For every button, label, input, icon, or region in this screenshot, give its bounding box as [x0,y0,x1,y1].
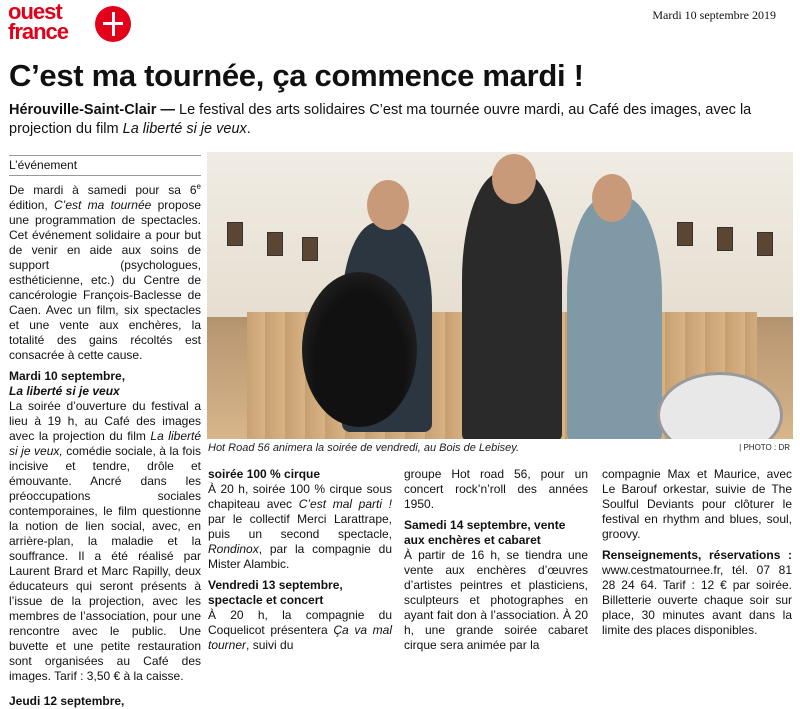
lede-film: La liberté si je veux [122,121,247,137]
ouest-france-logo[interactable] [8,2,134,46]
musician-right [567,197,662,439]
samedi-paragraph: À partir de 16 h, se tiendra une vente aux enchères d’œuvres d’artistes peintres et plasticiens, sculpteurs et photographes en ayant fait don à l’association. À 20 h, une grande soirée cabaret cirque sera animée par la [404,548,588,652]
mardi-film: La liberté si je veux, [9,429,201,458]
musician-head [367,180,409,230]
logo-text [8,2,68,42]
cirque-text-2: par le collectif Merci Larattrape, puis un second spectacle, [208,512,392,541]
jeudi-heading: Jeudi 12 septembre, [9,694,125,708]
logo-cross-icon [95,6,131,42]
wall-poster [717,227,733,251]
wall-poster [757,232,773,256]
column-2 [208,467,392,653]
mardi-text-1: La soirée d’ouverture du festival a lieu à 19 h, au Café des images avec la projection du film [9,399,201,443]
concert-paragraph: groupe Hot road 56, pour un concert rock’n’roll des années 1950. [404,467,588,511]
lede-place: Hérouville-Saint-Clair — [9,102,175,118]
wall-poster [267,232,283,256]
logo-line-ouest: ouest [8,0,62,24]
cirque-text-3: , par la compagnie du Mister Alambic. [208,542,392,571]
wall-poster [677,222,693,246]
info-heading: Renseignements, réservations : [602,548,792,562]
column-4 [602,467,792,638]
logo-line-france: france [8,19,69,44]
lede-end: . [246,121,251,137]
vendredi-paragraph [208,608,392,653]
musician-center [462,172,562,439]
intro-text-1: De mardi à samedi pour sa 6 [9,183,197,197]
samedi-heading: Samedi 14 septembre, vente aux enchères et cabaret [404,518,566,547]
vendredi-text-2: , suivi du [246,638,294,652]
musician-head [592,174,632,222]
intro-text-2: édition, [9,198,54,212]
cirque-show-1: C’est mal parti ! [298,497,393,511]
cirque-text-1: À 20 h, soirée 100 % cirque sous chapiteau avec [208,482,392,511]
article-title: C’est ma tournée, ça commence mardi ! [9,58,584,93]
lede-text: Le festival des arts solidaires C’est ma tournée ouvre mardi, au Café des images, avec la projection du film [9,102,752,137]
column-3 [404,467,588,653]
intro-paragraph [9,179,201,363]
photo-caption: Hot Road 56 animera la soirée de vendredi, au Bois de Lebisey. [208,442,520,454]
mardi-text-2: comédie sociale, à la fois incisive et tendre, drôle et émouvante. Ancré dans les préoccupations sociales contemporaines, le film questionne la notion de lien social, avec, en arrière-plan, la maladie et la souffrance. Il a été réalisé par Laurent Brard et Marc Rapilly, deux éducateurs qui seront présents à l’issue de la projection, avec les membres de l’association, pour une rencontre avec le public. Une buvette et une petite restauration sont organisées au Café des images. Tarif : 3,50 € à la caisse. [9,444,202,683]
section-kicker: L’événement [9,155,201,176]
finale-paragraph: compagnie Max et Maurice, avec Le Barouf orkestar, suivie de The Soulful Deviants pour clôturer le festival en rhythm and blues, soul, groovy. [602,467,792,541]
band-photo [207,152,793,439]
vendredi-heading: Vendredi 13 septembre, spectacle et concert [208,578,343,607]
publication-date: Mardi 10 septembre 2019 [652,8,776,22]
wall-poster [302,237,318,261]
photo-credit: | PHOTO : DR [739,443,790,452]
mardi-heading: Mardi 10 septembre, [9,369,126,383]
intro-text-3: propose une programmation de spectacles. Cet événement solidaire a pour but de venir en aide aux soins de support (psychologues, esthéticienne, etc.) du Centre de cancérologie François-Baclesse de Caen. Avec un film, six spectacles et une vente aux enchères, la totalité des gains récoltés est consacrée à cette cause. [9,198,201,362]
cirque-heading: soirée 100 % cirque [208,467,321,481]
double-bass [302,272,417,427]
mardi-paragraph [9,399,201,684]
cirque-show-2: Rondinox [208,542,259,556]
vendredi-show: Ça va mal tourner [208,623,392,652]
column-1 [9,155,201,709]
wall-poster [227,222,243,246]
intro-sup: e [196,182,201,191]
article-lede [9,101,789,139]
musician-head [492,154,536,204]
info-text: www.cestmatournee.fr, tél. 07 81 28 24 64. Tarif : 12 € par soirée. Billetterie ouverte chaque soir sur place, 30 minutes avant dans la limite des places disponibles. [602,563,792,637]
vendredi-text-1: À 20 h, la compagnie du Coquelicot présentera [208,608,392,637]
intro-festival-title: C’est ma tournée [54,198,152,212]
mardi-subheading: La liberté si je veux [9,384,120,398]
cirque-paragraph [208,482,392,572]
